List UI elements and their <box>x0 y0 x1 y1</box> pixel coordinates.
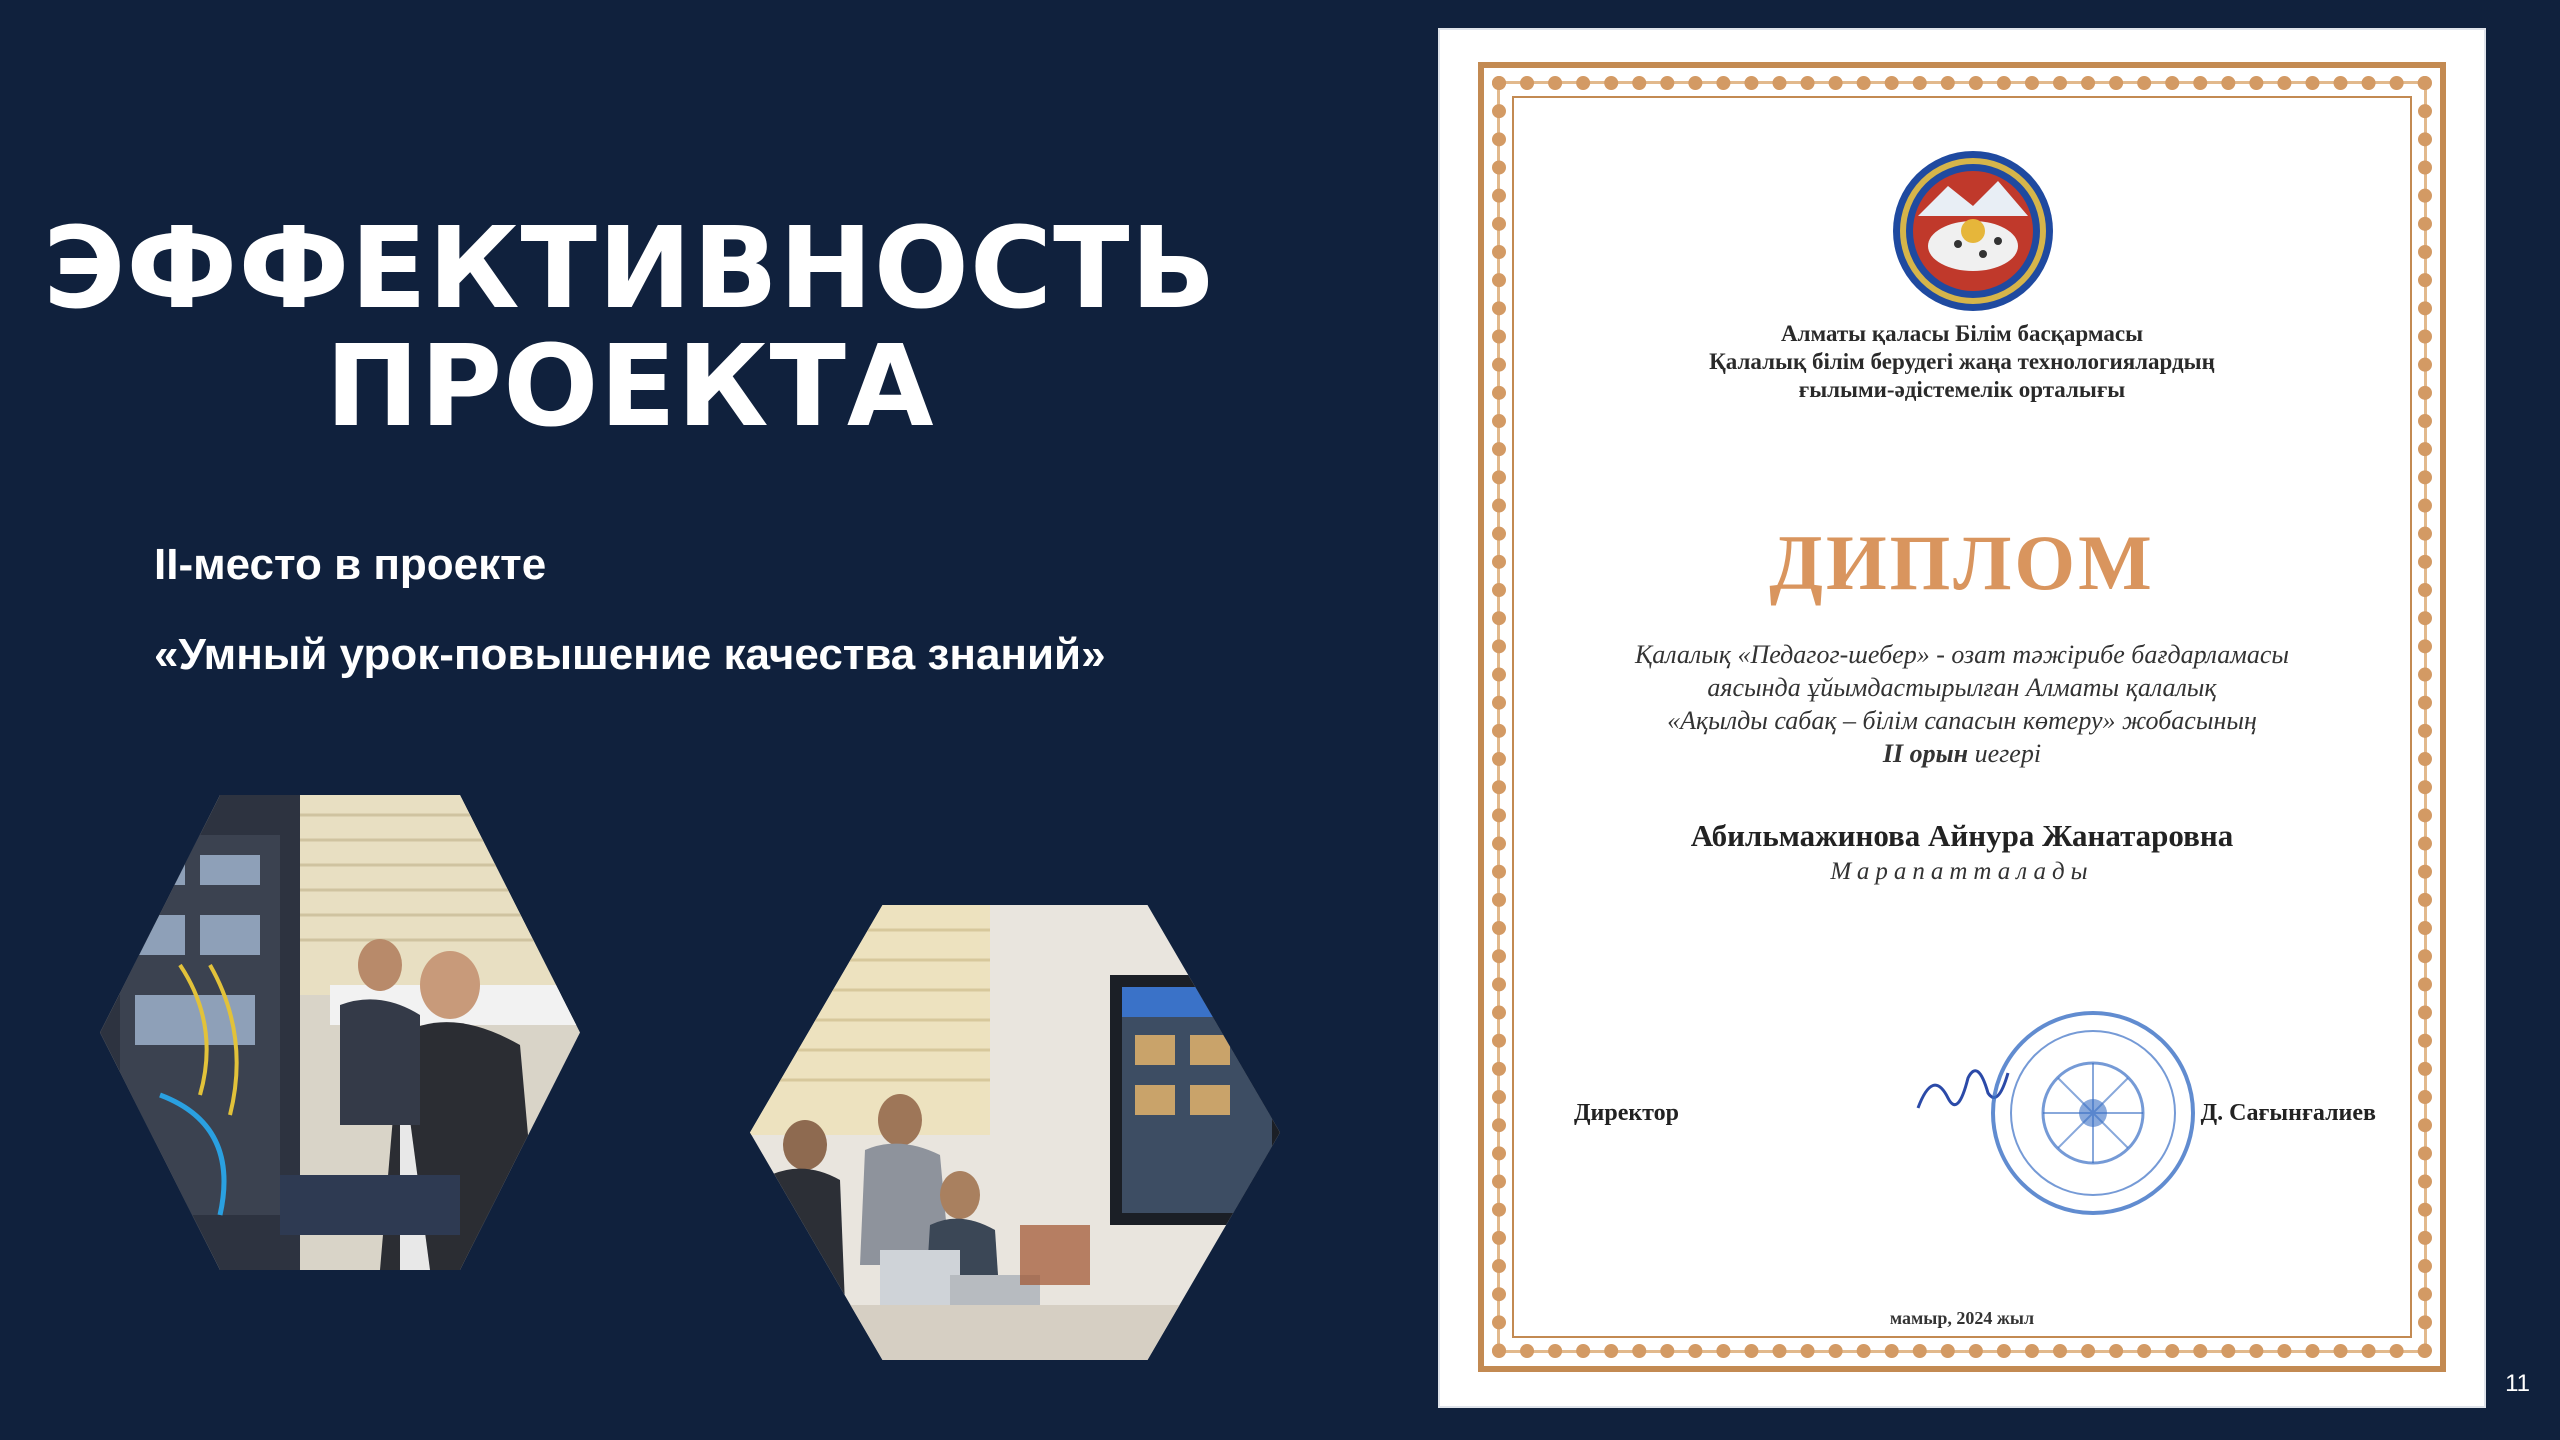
diploma-text-line-4 <box>1438 739 2486 769</box>
signer-name: Д. Сағынғалиев <box>2200 1100 2376 1126</box>
slide-title <box>40 204 1220 452</box>
title-line-1: ЭФФЕКТИВНОСТЬ <box>43 204 1217 334</box>
classroom-photo-image <box>750 905 1280 1360</box>
almaty-emblem-icon <box>1888 146 2058 316</box>
org-line-1: Алматы қаласы Білім басқармасы <box>1780 321 2144 346</box>
lab-photo-hexagon <box>100 795 580 1270</box>
diploma-heading: ДИПЛОМ <box>1769 519 2155 606</box>
awarded-text: Марапатталады <box>1830 858 2094 885</box>
place-suffix: иегері <box>1968 739 2042 768</box>
issue-date: мамыр, 2024 жыл <box>1889 1308 2035 1328</box>
org-line-3: ғылыми-әдістемелік орталығы <box>1798 377 2126 402</box>
classroom-photo-hexagon <box>750 905 1280 1360</box>
lab-photo-image <box>100 795 580 1270</box>
place-label: II орын <box>1882 739 1969 768</box>
title-line-2: ПРОЕКТА <box>325 322 935 452</box>
org-line-2: Қалалық білім берудегі жаңа технологиялардың <box>1709 349 2215 374</box>
diploma-certificate <box>1438 28 2486 1408</box>
subtitle-project: «Умный урок-повышение качества знаний» <box>154 630 1106 679</box>
official-seal-icon <box>1983 1003 2203 1223</box>
diploma-text-line-1: Қалалық «Педагог-шебер» - озат тәжірибе бағдарламасы <box>1634 640 2290 669</box>
page-number: 11 <box>2505 1370 2530 1397</box>
diploma-text-line-3: «Ақылды сабақ – білім сапасын көтеру» жобасының <box>1667 706 2257 735</box>
subtitle-place: II-место в проекте <box>154 540 547 589</box>
director-label: Директор <box>1574 1100 1679 1126</box>
recipient-name: Абильмажинова Айнура Жанатаровна <box>1690 818 2234 853</box>
diploma-text-line-2: аясында ұйымдастырылған Алматы қалалық <box>1707 673 2217 702</box>
